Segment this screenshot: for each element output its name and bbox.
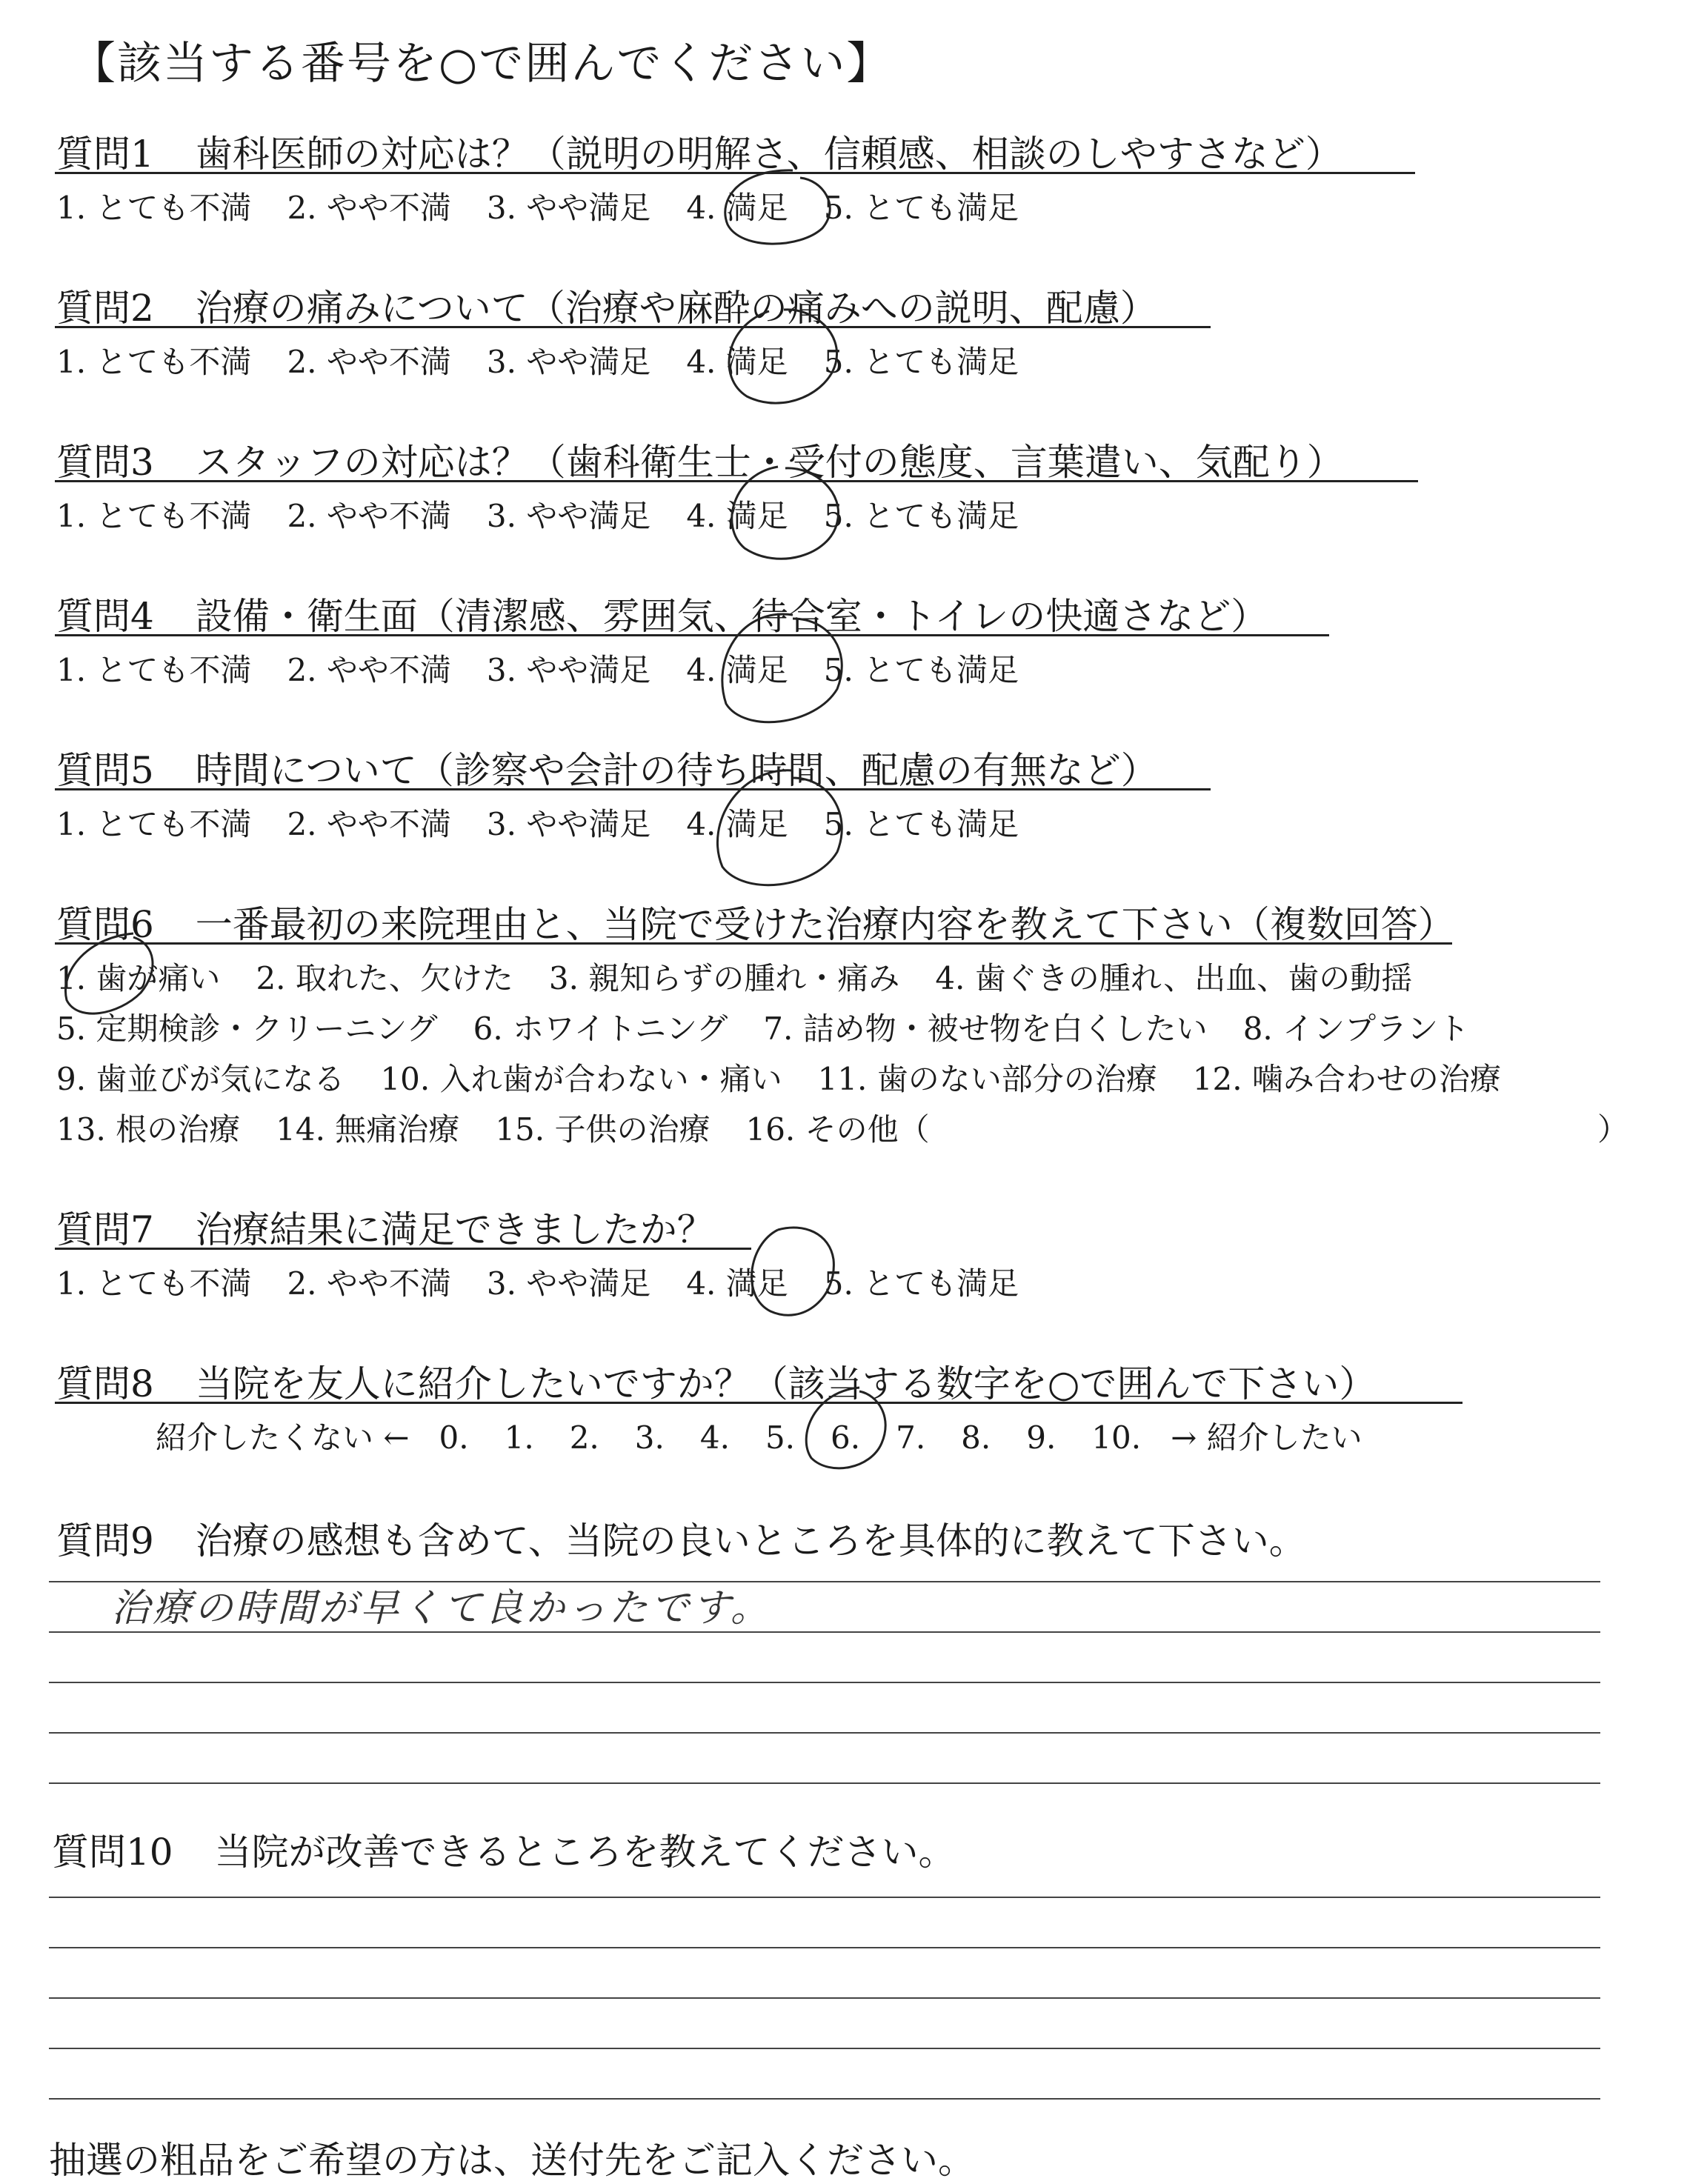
question-10 — [52, 1822, 956, 1876]
option-7[interactable]: 7. 詰め物・被せ物を白くしたい — [763, 1011, 1208, 1047]
option-15[interactable]: 15. 子供の治療 — [495, 1111, 711, 1148]
option-13[interactable]: 13. 根の治療 — [56, 1111, 241, 1148]
answer-line — [49, 1897, 1600, 1898]
question-3 — [56, 433, 1344, 486]
question-5-options — [56, 800, 1019, 845]
scale-right-label: → 紹介したい — [1171, 1419, 1362, 1456]
question-6-options-row-2 — [56, 1005, 1469, 1049]
answer-line — [49, 1947, 1600, 1948]
question-8-text: 当院を友人に紹介したいですか？（該当する数字を○で囲んで下さい） — [195, 1362, 1377, 1405]
option-2[interactable]: 2. 取れた、欠けた — [256, 960, 513, 996]
option-3[interactable]: 3. やや満足 — [486, 190, 651, 226]
option-12[interactable]: 12. 噛み合わせの治療 — [1192, 1061, 1501, 1097]
question-8 — [56, 1354, 1376, 1408]
score-9[interactable]: 9. — [1026, 1419, 1057, 1456]
question-1-underline — [55, 172, 1415, 174]
answer-line — [49, 2098, 1600, 2100]
question-9-text: 治療の感想も含めて、当院の良いところを具体的に教えて下さい。 — [195, 1519, 1306, 1562]
question-10-label: 質問10 — [52, 1831, 173, 1874]
question-8-label: 質問8 — [56, 1362, 154, 1405]
option-5[interactable]: 5. とても満足 — [823, 1265, 1019, 1302]
option-1[interactable]: 1. とても不満 — [56, 806, 252, 842]
question-6-label: 質問6 — [56, 903, 154, 946]
option-1[interactable]: 1. とても不満 — [56, 652, 252, 688]
question-6-underline — [55, 942, 1452, 945]
question-5-label: 質問5 — [56, 749, 154, 792]
answer-line — [49, 1997, 1600, 1999]
answer-line — [49, 2048, 1600, 2049]
option-2[interactable]: 2. やや不満 — [287, 498, 451, 534]
option-2[interactable]: 2. やや不満 — [287, 652, 451, 688]
option-4[interactable]: 4. 満足 — [686, 498, 788, 534]
question-1-options — [56, 184, 1019, 228]
other-close-paren: ） — [1597, 1111, 1629, 1148]
option-5[interactable]: 5. とても満足 — [823, 498, 1019, 534]
question-7-options — [56, 1259, 1019, 1304]
option-14[interactable]: 14. 無痛治療 — [276, 1111, 460, 1148]
option-1[interactable]: 1. とても不満 — [56, 498, 252, 534]
question-1-label: 質問1 — [56, 133, 154, 176]
option-3[interactable]: 3. やや満足 — [486, 344, 651, 380]
question-1 — [56, 124, 1342, 178]
option-1[interactable]: 1. とても不満 — [56, 1265, 252, 1302]
score-0[interactable]: 0. — [439, 1419, 469, 1456]
question-8-underline — [55, 1402, 1463, 1404]
option-1[interactable]: 1. とても不満 — [56, 190, 252, 226]
question-4-options — [56, 646, 1019, 690]
option-1[interactable]: 1. とても不満 — [56, 344, 252, 380]
option-5[interactable]: 5. とても満足 — [823, 806, 1019, 842]
option-9[interactable]: 9. 歯並びが気になる — [56, 1061, 345, 1097]
question-5-underline — [55, 788, 1211, 790]
option-2[interactable]: 2. やや不満 — [287, 190, 451, 226]
question-6 — [56, 895, 1455, 948]
option-4[interactable]: 4. 満足 — [686, 652, 788, 688]
option-4[interactable]: 4. 満足 — [686, 190, 788, 226]
option-3[interactable]: 3. やや満足 — [486, 652, 651, 688]
question-10-text: 当院が改善できるところを教えてください。 — [214, 1831, 956, 1874]
answer-line — [49, 1682, 1600, 1683]
score-8[interactable]: 8. — [961, 1419, 991, 1456]
score-4[interactable]: 4. — [699, 1419, 730, 1456]
option-3[interactable]: 3. やや満足 — [486, 1265, 651, 1302]
question-9 — [56, 1511, 1306, 1565]
option-5[interactable]: 5. 定期検診・クリーニング — [56, 1011, 438, 1047]
score-6[interactable]: 6. — [831, 1419, 861, 1456]
option-16[interactable]: 16. その他（ — [745, 1111, 930, 1148]
question-2-label: 質問2 — [56, 287, 154, 330]
question-3-label: 質問3 — [56, 441, 154, 484]
page-title: 【該当する番号を○で囲んでください】 — [71, 38, 893, 90]
option-2[interactable]: 2. やや不満 — [287, 1265, 451, 1302]
option-5[interactable]: 5. とても満足 — [823, 190, 1019, 226]
question-4-label: 質問4 — [56, 595, 154, 638]
question-4 — [56, 587, 1268, 640]
question-3-text: スタッフの対応は？（歯科衛生士・受付の態度、言葉遣い、気配り） — [195, 441, 1344, 484]
option-6[interactable]: 6. ホワイトニング — [473, 1011, 728, 1047]
option-4[interactable]: 4. 満足 — [686, 806, 788, 842]
question-7-label: 質問7 — [56, 1208, 154, 1251]
option-2[interactable]: 2. やや不満 — [287, 806, 451, 842]
question-2-options — [56, 338, 1019, 382]
score-5[interactable]: 5. — [765, 1419, 796, 1456]
score-1[interactable]: 1. — [504, 1419, 534, 1456]
question-6-options-row-1 — [56, 954, 1412, 999]
option-3[interactable]: 3. やや満足 — [486, 498, 651, 534]
option-4[interactable]: 4. 満足 — [686, 1265, 788, 1302]
handwritten-answer-q9: 治療の時間が早くて良かったです。 — [111, 1586, 772, 1631]
score-3[interactable]: 3. — [634, 1419, 665, 1456]
option-3[interactable]: 3. 親知らずの腫れ・痛み — [548, 960, 900, 996]
question-6-text: 一番最初の来院理由と、当院で受けた治療内容を教えて下さい（複数回答） — [195, 903, 1455, 946]
question-7-underline — [55, 1248, 751, 1250]
option-11[interactable]: 11. 歯のない部分の治療 — [817, 1061, 1157, 1097]
question-2-text: 治療の痛みについて（治療や麻酔の痛みへの説明、配慮） — [195, 287, 1157, 330]
question-7 — [56, 1200, 714, 1254]
option-5[interactable]: 5. とても満足 — [823, 344, 1019, 380]
question-1-text: 歯科医師の対応は？（説明の明解さ、信頼感、相談のしやすさなど） — [195, 133, 1342, 176]
question-8-scale — [156, 1414, 1362, 1458]
option-4[interactable]: 4. 歯ぐきの腫れ、出血、歯の動揺 — [935, 960, 1413, 996]
score-2[interactable]: 2. — [569, 1419, 599, 1456]
question-7-text: 治療結果に満足できましたか？ — [195, 1208, 714, 1251]
score-10[interactable]: 10. — [1091, 1419, 1142, 1456]
option-2[interactable]: 2. やや不満 — [287, 344, 451, 380]
answer-line — [49, 1782, 1600, 1784]
question-3-options — [56, 492, 1019, 536]
option-1[interactable]: 1. 歯が痛い — [56, 960, 221, 996]
option-10[interactable]: 10. 入れ歯が合わない・痛い — [380, 1061, 782, 1097]
option-8[interactable]: 8. インプラント — [1242, 1011, 1470, 1047]
scale-left-label: 紹介したくない ← — [156, 1419, 410, 1456]
question-6-options-row-3 — [56, 1055, 1501, 1099]
answer-line — [49, 1732, 1600, 1734]
question-4-text: 設備・衛生面（清潔感、雰囲気、待合室・トイレの快適さなど） — [195, 595, 1268, 638]
question-5-text: 時間について（診察や会計の待ち時間、配慮の有無など） — [195, 749, 1158, 792]
question-4-underline — [55, 634, 1329, 636]
footer-text: 抽選の粗品をご希望の方は、送付先をご記入ください。 — [49, 2139, 975, 2182]
option-3[interactable]: 3. やや満足 — [486, 806, 651, 842]
answer-line — [49, 1631, 1600, 1633]
question-3-underline — [55, 480, 1418, 482]
question-5 — [56, 741, 1158, 794]
option-4[interactable]: 4. 満足 — [686, 344, 788, 380]
question-2-underline — [55, 326, 1211, 328]
score-7[interactable]: 7. — [896, 1419, 926, 1456]
question-6-options-row-4 — [56, 1105, 930, 1150]
option-5[interactable]: 5. とても満足 — [823, 652, 1019, 688]
question-2 — [56, 279, 1157, 332]
question-9-label: 質問9 — [56, 1519, 154, 1562]
